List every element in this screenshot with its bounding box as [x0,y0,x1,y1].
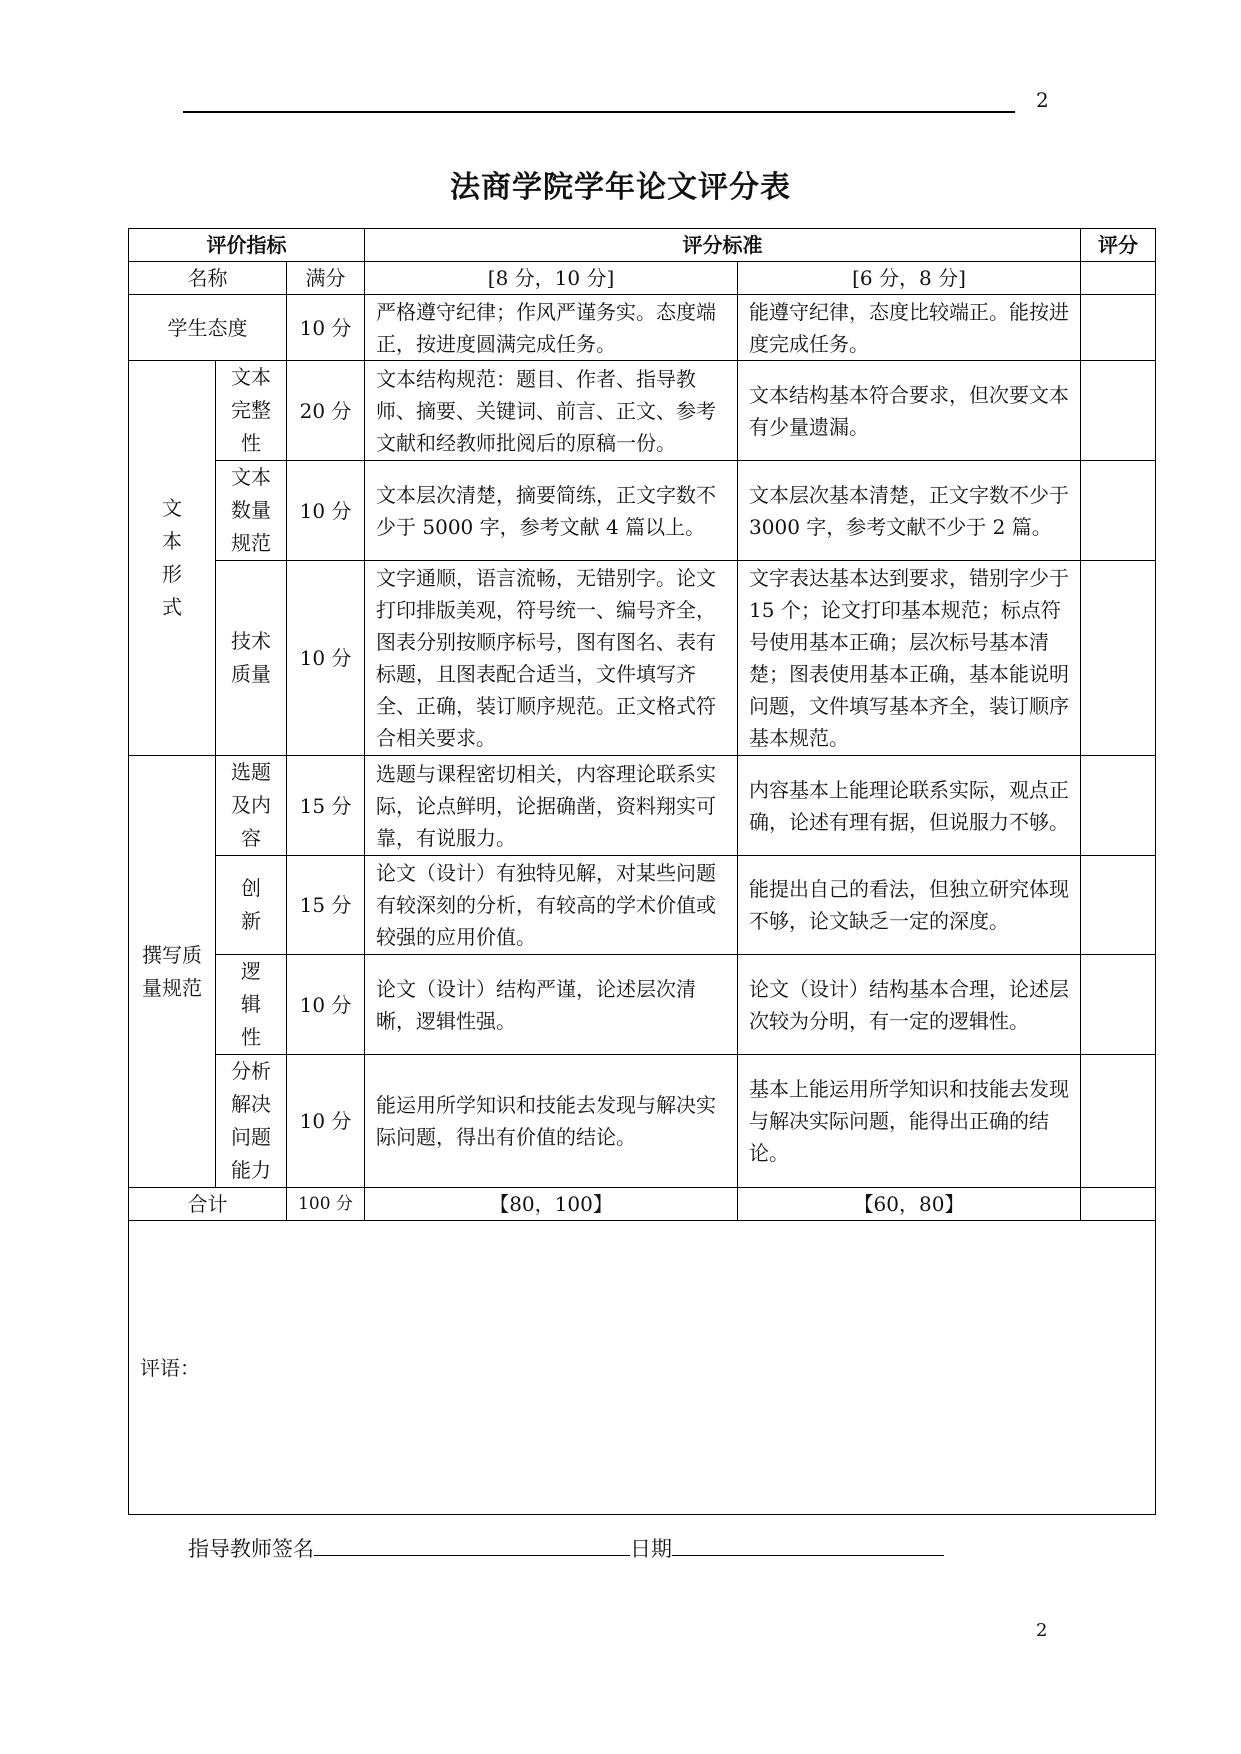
total-range-high: 【80，100】 [365,1188,738,1221]
score-cell[interactable] [1081,262,1156,295]
score-cell[interactable] [1081,756,1156,856]
row-name: 技术质量 [216,561,287,756]
teacher-signature-line[interactable] [314,1535,630,1556]
score-cell[interactable] [1081,361,1156,461]
range-low: [6 分，8 分] [738,262,1081,295]
col-name: 名称 [129,262,287,295]
criteria-low: 内容基本上能理论联系实际，观点正确，论述有理有据，但说服力不够。 [738,756,1081,856]
group-writing-quality: 撰写质量规范 [129,756,216,1188]
score-cell[interactable] [1081,461,1156,561]
criteria-high: 文字通顺，语言流畅，无错别字。论文打印排版美观，符号统一、编号齐全，图表分别按顺序标号，图有图名、表有标题，且图表配合适当，文件填写齐全、正确，装订顺序规范。正文格式符合相关要求。 [365,561,738,756]
row-name: 文本完整性 [216,361,287,461]
row-name: 逻辑性 [216,955,287,1055]
criteria-low: 能提出自己的看法，但独立研究体现不够，论文缺乏一定的深度。 [738,856,1081,955]
score-cell[interactable] [1081,295,1156,361]
row-full-score: 10 分 [287,1055,365,1188]
row-full-score: 10 分 [287,955,365,1055]
page-title: 法商学院学年论文评分表 [450,170,791,205]
row-full-score: 20 分 [287,361,365,461]
criteria-low: 文字表达基本达到要求，错别字少于 15 个；论文打印基本规范；标点符号使用基本正确；层次标号基本清楚；图表使用基本正确，基本能说明问题，文件填写基本齐全，装订顺序基本规范。 [738,561,1081,756]
header-indicator: 评价指标 [129,229,365,262]
range-high: [8 分，10 分] [365,262,738,295]
group-text-form: 文本形式 [129,361,216,756]
criteria-low: 文本层次基本清楚，正文字数不少于 3000 字，参考文献不少于 2 篇。 [738,461,1081,561]
remarks-label: 评语： [140,1355,200,1380]
row-name: 创新 [216,856,287,955]
criteria-low: 基本上能运用所学知识和技能去发现与解决实际问题，能得出正确的结论。 [738,1055,1081,1188]
row-full-score: 10 分 [287,295,365,361]
row-name: 分析解决问题能力 [216,1055,287,1188]
score-cell[interactable] [1081,1055,1156,1188]
header-page-number: 2 [1036,88,1049,112]
criteria-high: 严格遵守纪律；作风严谨务实。态度端正，按进度圆满完成任务。 [365,295,738,361]
row-full-score: 10 分 [287,561,365,756]
total-score-cell[interactable] [1081,1188,1156,1221]
criteria-low: 能遵守纪律，态度比较端正。能按进度完成任务。 [738,295,1081,361]
criteria-high: 论文（设计）结构严谨，论述层次清晰，逻辑性强。 [365,955,738,1055]
criteria-low: 文本结构基本符合要求，但次要文本有少量遗漏。 [738,361,1081,461]
row-full-score: 10 分 [287,461,365,561]
signature-row [188,1533,944,1563]
criteria-high: 能运用所学知识和技能去发现与解决实际问题，得出有价值的结论。 [365,1055,738,1188]
score-cell[interactable] [1081,955,1156,1055]
total-range-low: 【60，80】 [738,1188,1081,1221]
score-cell[interactable] [1081,561,1156,756]
criteria-high: 文本层次清楚，摘要简练，正文字数不少于 5000 字，参考文献 4 篇以上。 [365,461,738,561]
footer-page-number: 2 [1036,1620,1048,1641]
row-name: 文本数量规范 [216,461,287,561]
total-label: 合计 [129,1188,287,1221]
criteria-high: 论文（设计）有独特见解，对某些问题有较深刻的分析，有较高的学术价值或较强的应用价值。 [365,856,738,955]
row-name: 选题及内容 [216,756,287,856]
row-full-score: 15 分 [287,756,365,856]
evaluation-table [128,228,1156,1515]
score-cell[interactable] [1081,856,1156,955]
row-full-score: 15 分 [287,856,365,955]
header-rule [183,111,1015,113]
date-line[interactable] [672,1535,944,1556]
header-score: 评分 [1081,229,1156,262]
criteria-high: 选题与课程密切相关，内容理论联系实际，论点鲜明，论据确凿，资料翔实可靠，有说服力。 [365,756,738,856]
remarks-box[interactable] [129,1221,1156,1515]
date-label: 日期 [630,1537,672,1561]
criteria-low: 论文（设计）结构基本合理，论述层次较为分明，有一定的逻辑性。 [738,955,1081,1055]
row-name: 学生态度 [129,295,287,361]
col-full-score: 满分 [287,262,365,295]
total-full-score: 100 分 [287,1188,365,1221]
header-standard: 评分标准 [365,229,1081,262]
teacher-signature-label: 指导教师签名 [188,1537,314,1561]
criteria-high: 文本结构规范：题目、作者、指导教师、摘要、关键词、前言、正文、参考文献和经教师批阅后的原稿一份。 [365,361,738,461]
